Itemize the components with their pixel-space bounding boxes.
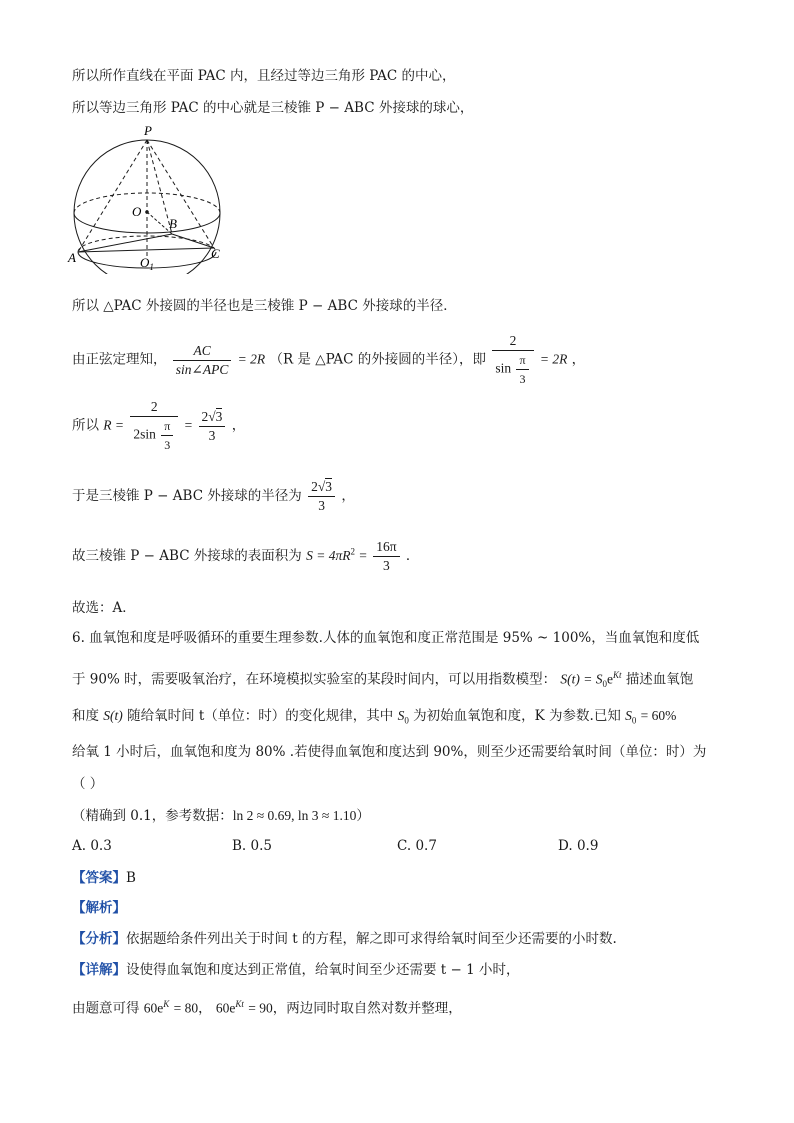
detail-section: 【详解】设使得血氧饱和度达到正常值，给氧时间至少还需要 t − 1 小时， bbox=[72, 962, 520, 978]
edge-PA bbox=[78, 140, 147, 252]
text-line: 所以所作直线在平面 PAC 内，且经过等边三角形 PAC 的中心， bbox=[72, 68, 456, 84]
question-line: 给氧 1 小时后，血氧饱和度为 80% .若使得血氧饱和度达到 90%，则至少还需要给氧时间（单位：时）为 bbox=[72, 744, 707, 760]
equator-front bbox=[74, 213, 220, 233]
edge-PC bbox=[147, 140, 214, 248]
sine-rule-line: 由正弦定理知， $\frac{AC}{\text{sin∠APC}}$ = 2R （R 是 △PAC 的外接圆的半径），即 2 sin $\frac{\pi}{3}$ = 2R ， bbox=[72, 333, 586, 386]
answer-label: 【答案】 bbox=[72, 870, 126, 886]
label-P: P bbox=[144, 124, 152, 138]
question-line: 和度 S(t) 随给氧时间 t（单位：时）的变化规律，其中 $S_0$ 为初始血氧饱和度，K 为参数.已知 $S_0 = 60\%$ bbox=[72, 708, 677, 726]
sphere-pyramid-figure bbox=[66, 124, 236, 274]
question-line: 于 90% 时，需要吸氧治疗，在环境模拟实验室的某段时间内，可以用指数模型： $S(t) = S_0e^{Kt}$ 描述血氧饱 bbox=[72, 670, 694, 690]
reference-data: （精确到 0.1，参考数据：ln 2 ≈ 0.69, ln 3 ≈ 1.10） bbox=[72, 808, 370, 824]
text-line: 所以等边三角形 PAC 的中心就是三棱锥 P − ABC 外接球的球心， bbox=[72, 100, 474, 116]
answer-value: B bbox=[126, 870, 136, 886]
fraction: $\frac{2√3}{3}$ bbox=[308, 478, 335, 515]
center-point bbox=[145, 210, 149, 214]
fraction: 2 sin $\frac{\pi}{3}$ bbox=[492, 332, 533, 388]
surface-area-line: 故三棱锥 P − ABC 外接球的表面积为 $S = 4\pi R^2$ = $\frac{16\pi}{3}$ ． bbox=[72, 539, 420, 573]
label-C: C bbox=[211, 246, 220, 261]
analysis-section: 【分析】依据题给条件列出关于时间 t 的方程，解之即可求得给氧时间至少还需要的小时数. bbox=[72, 931, 617, 947]
fraction: $\frac{16\pi}{3}$ bbox=[373, 538, 399, 575]
label-O: O bbox=[132, 204, 142, 219]
detail-equation-line: 由题意可得 $60e^K = 80$， $60e^{Kt} = 90$，两边同时取自然对数并整理， bbox=[72, 999, 462, 1017]
half-radius-line: 于是三棱锥 P − ABC 外接球的半径为 $\frac{2√3}{3}$ ， bbox=[72, 479, 355, 513]
answer-line: 故选：A． bbox=[72, 600, 136, 616]
label-B: B bbox=[169, 216, 177, 231]
text-line: 所以 △PAC 外接圆的半径也是三棱锥 P − ABC 外接球的半径． bbox=[72, 298, 457, 314]
option-b[interactable]: B. 0.5 bbox=[232, 838, 272, 854]
label-O1: $O_1$ bbox=[140, 255, 154, 272]
radius-line: 所以 R = 2 2sin $\frac{\pi}{3}$ = $\frac{2√3}{3}$ ， bbox=[72, 399, 246, 452]
option-c[interactable]: C. 0.7 bbox=[397, 838, 437, 854]
option-d[interactable]: D. 0.9 bbox=[558, 838, 599, 854]
fraction: $\frac{2√3}{3}$ bbox=[199, 408, 226, 445]
edge-BC bbox=[172, 234, 214, 248]
fraction: 2 2sin $\frac{\pi}{3}$ bbox=[130, 398, 178, 454]
analysis-heading: 【解析】 bbox=[72, 900, 126, 916]
label-A: A bbox=[68, 250, 76, 265]
fraction: $\frac{AC}{\text{sin∠APC}}$ bbox=[173, 342, 232, 379]
question-blank: （ ） bbox=[72, 776, 104, 792]
option-a[interactable]: A. 0.3 bbox=[72, 838, 112, 854]
question-line: 6. 血氧饱和度是呼吸循环的重要生理参数.人体的血氧饱和度正常范围是 95% ~ 100%，当血氧饱和度低 bbox=[72, 630, 700, 646]
answer-section bbox=[72, 868, 136, 888]
